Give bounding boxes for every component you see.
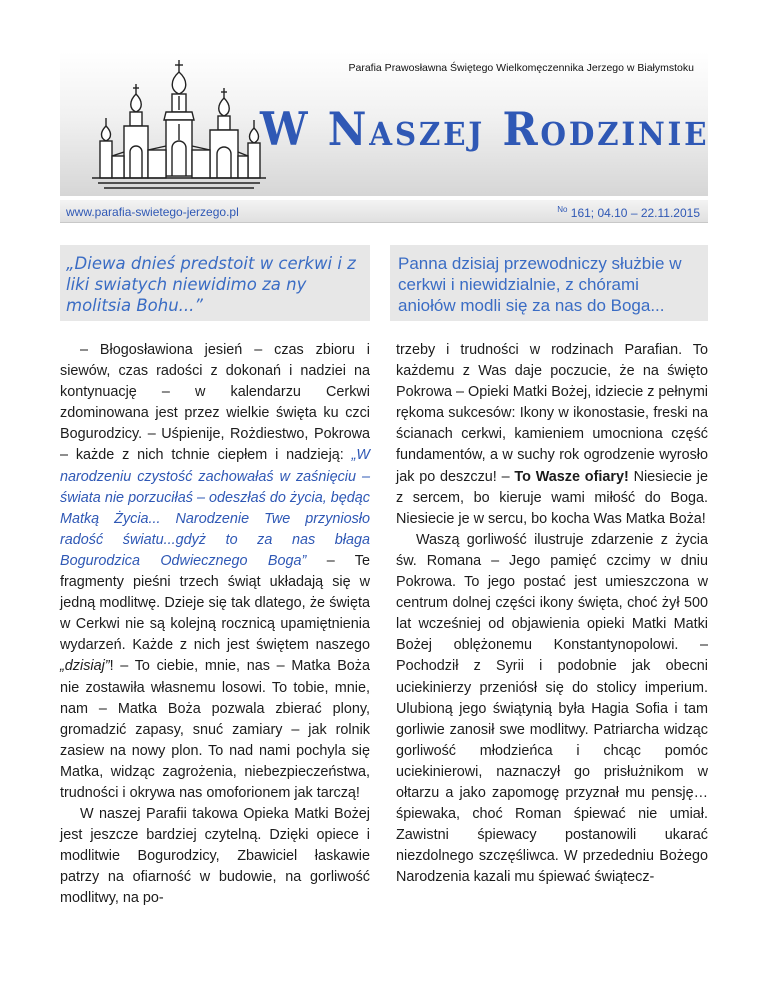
article-column-2 (396, 340, 708, 888)
emphasis: „dzisiaj” (60, 658, 110, 675)
emphasis-bold: To Wasze ofiary! (514, 468, 629, 485)
parish-name: Parafia Prawosławna Świętego Wielkomęczennika Jerzego w Białymstoku (348, 62, 694, 74)
paragraph: Waszą gorliwość ilustruje zdarzenie z życia św. Romana – Jego pamięć czcimy w dniu Pokrowa. To jego postać jest umieszczona w centrum dolnej części ikony święta, choć żył 500 lat wcześniej od objawienia opieki Matki Matki Bożej oblężonemu Konstantynopolowi. – Pochodził z Syrii i podobnie jak obecni uciekinierzy przeniósł się do stolicy imperium. Ulubioną jego świątynią była Hagia Sofia i tam gorliwie zanosił swe modlitwy. Patriarcha widząc gorliwość młodzieńca i chcąc pomóc uciekinierowi, naznaczył go prisłużnikom w ołtarzu a jako zapomogę przyznał mu pensję… śpiewaka, choć Roman śpiewać nie umiał. Zawistni śpiewacy postanowili ukarać niezdolnego szczęśliwca. W przededniu Bożego Narodzenia kazali mu śpiewać świątecz- (396, 531, 708, 886)
church-icon (84, 56, 274, 194)
issue-number (557, 205, 700, 220)
text-run: Niesiecie je z sercem, bo kieruje wami miłość do Boga. Niesiecie je w sercu, bo kocha Was Matka Boża! (396, 468, 708, 527)
text-run: trzeby i trudności w rodzinach Parafian. To każdemu z Was daje poczucie, że na święto Pokrowa – Opieki Matki Bożej, idziecie z pełnymi rękoma sukcesów: Ikony w ikonostasie, freski na ścianach cerkwi, kamieniem umocniona część fundamentów, a w suchy rok ogrodzenie wyrosło jak po deszczu! – (396, 342, 708, 485)
text-run: – Te fragmenty pieśni trzech świąt układają się w jedną modlitwę. Dzieje się tak dlatego, że święta w Cerkwi nie są kolejną rocznicą upamiętnienia wydarzeń. Każde z nich jest świętem naszego (60, 552, 370, 654)
website-link[interactable]: www.parafia-swietego-jerzego.pl (66, 205, 239, 219)
newsletter-title: W Naszej Rodzinie (260, 102, 710, 156)
text-run: ! – To ciebie, mnie, nas – Matka Boża nie zostawiła własnemu losowi. To tobie, mnie, nam – Matka Boża pozwala zbierać plony, gromadzić zapasy, snuć zamiary – jak rolnik zasiew na nowy plon. To nad nami pochyla się Matka, widząc zagrożenia, niebezpieczeństwa, trudności i okrywa nas omoforionem jak tarczą! (60, 658, 370, 801)
masthead (60, 52, 708, 196)
paragraph: W naszej Parafii takowa Opieka Matki Bożej jest jeszcze bardziej czytelną. Dzięki opiece i modlitwie Bogurodzicy, Zbawiciel łaskawie patrzy na ofiarność w budowie, na gorliwość modlitwy, na po- (60, 806, 370, 907)
issue-prefix: No (557, 205, 568, 214)
quote-church-slavonic: „Diewa dnieś predstoit w cerkwi i z liki swiatych niewidimo za ny molitsia Bohu...” (60, 245, 370, 321)
issue-details: 161; 04.10 – 22.11.2015 (570, 206, 700, 220)
paragraph (396, 340, 708, 530)
article-column-1 (60, 340, 370, 910)
info-bar (60, 200, 708, 223)
paragraph (60, 340, 370, 804)
hymn-quote: „W narodzeniu czystość zachowałaś w zaśnięciu – świata nie porzuciłaś – odeszłaś do życia, będąc Matką Życia... Narodzenie Twe przyniosło radość światu...gdyż to za nas błaga Bogurodzica Odwiecznego Boga” (60, 447, 370, 569)
quote-polish: Panna dzisiaj przewodniczy służbie w cerkwi i niewidzialnie, z chórami aniołów modli się za nas do Boga... (390, 245, 708, 321)
text-run: – Błogosławiona jesień – czas zbioru i siewów, czas radości z dokonań i nadziei na kontynuację – w kalendarzu Cerkwi zdominowana jest przez wielkie święta ku czci Bogurodzicy. – Uśpienije, Rożdiestwo, Pokrowa – każde z nich tchnie ciepłem i nadzieją: (60, 342, 370, 464)
